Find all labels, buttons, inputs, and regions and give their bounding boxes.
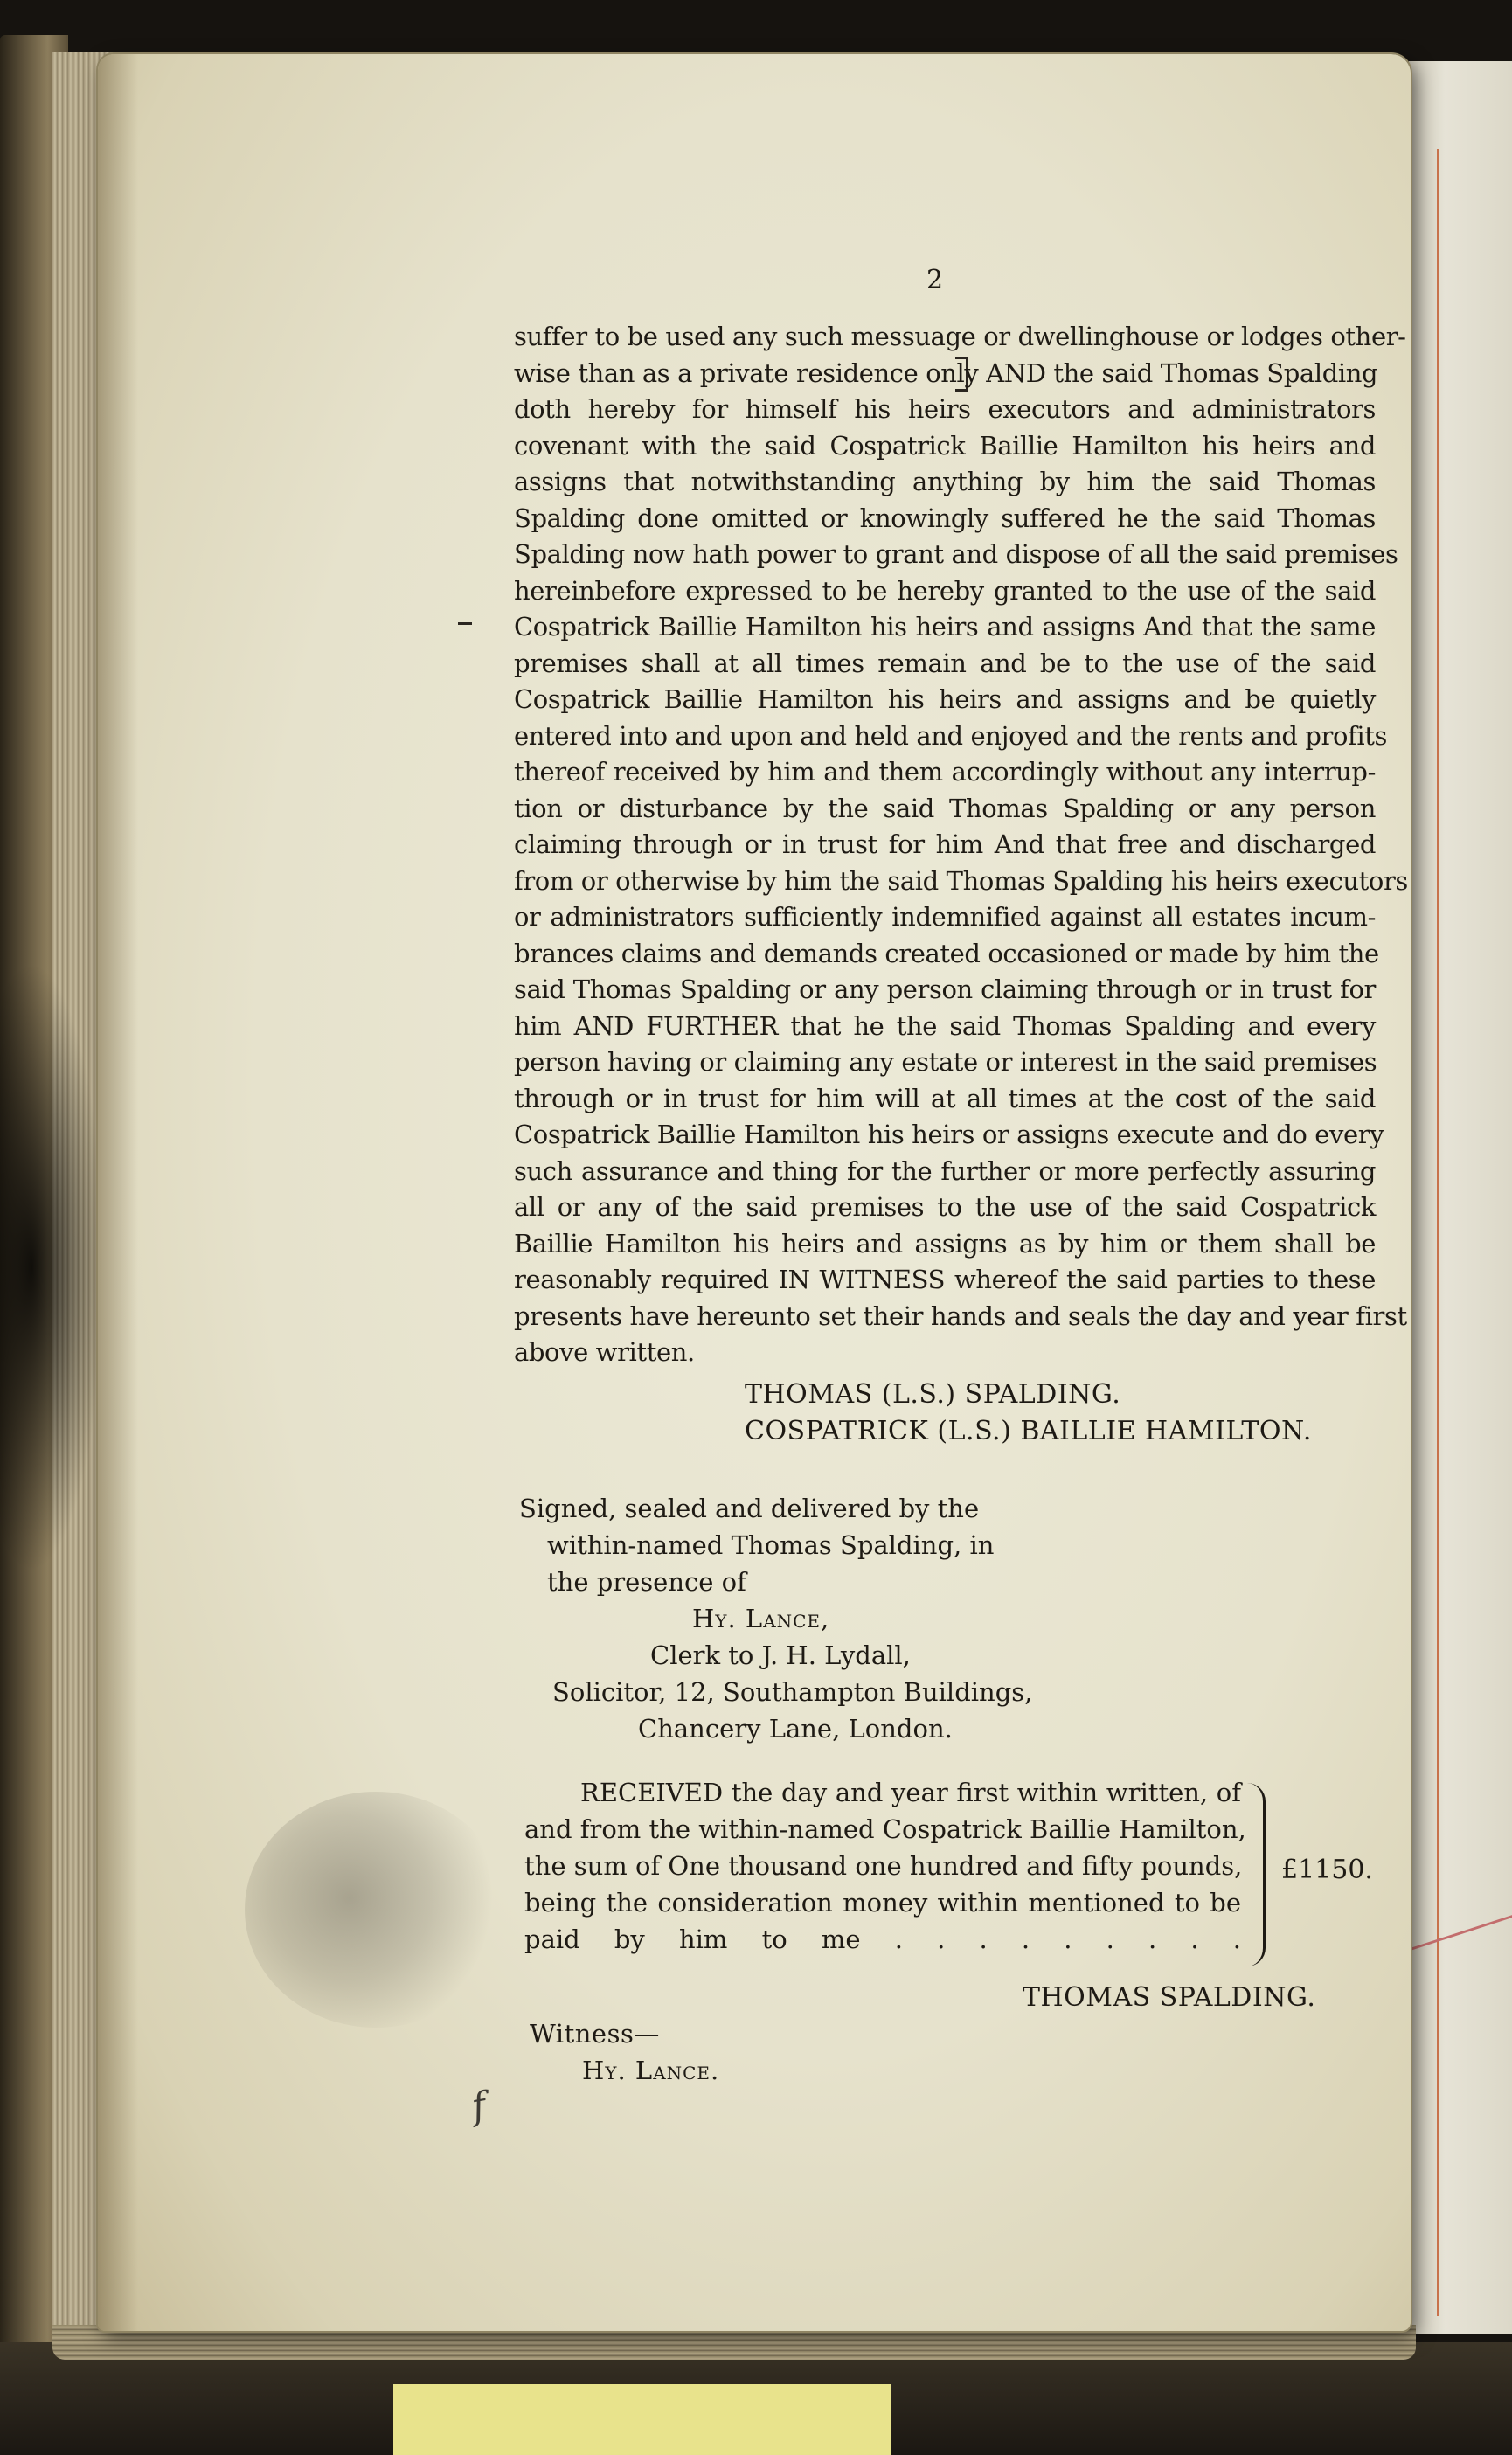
body-line: Spalding done omitted or knowingly suffered he the said Thomas — [514, 503, 1376, 533]
body-line: premises shall at all times remain and be to the use of the said — [514, 648, 1376, 678]
body-line: hereinbefore expressed to be hereby granted to the use of the said — [514, 575, 1376, 606]
body-line: presents have hereunto set their hands and seals the day and year first — [514, 1300, 1407, 1331]
witness-address: Chancery Lane, London. — [638, 1714, 953, 1744]
body-line: Cospatrick Baillie Hamilton his heirs and assigns and be quietly — [514, 684, 1376, 714]
body-line: Cospatrick Baillie Hamilton his heirs and assigns And that the same — [514, 612, 1376, 641]
receipt-signature: THOMAS SPALDING. — [1023, 1982, 1316, 2013]
adjacent-document — [1409, 61, 1512, 2334]
body-line: above written. — [514, 1337, 695, 1367]
shadow — [0, 961, 105, 1573]
receipt-line: RECEIVED the day and year first within written, of — [580, 1778, 1241, 1807]
attestation-clause — [519, 1490, 1033, 1747]
witness-name: Hy. Lance, — [692, 1604, 830, 1633]
witness-title: Clerk to J. H. Lydall, — [650, 1640, 911, 1670]
body-line: or administrators sufficiently indemnified against all estates incum- — [514, 902, 1376, 932]
body-line: Cospatrick Baillie Hamilton his heirs or assigns execute and do every — [514, 1120, 1384, 1149]
witness-label: Witness— — [530, 2019, 660, 2049]
receipt-line: being the consideration money within mentioned to be — [524, 1888, 1241, 1918]
witness-address: Solicitor, 12, Southampton Buildings, — [552, 1677, 1033, 1707]
page-number: 2 — [926, 265, 944, 295]
body-line: doth hereby for himself his heirs executors and administrators — [514, 394, 1376, 424]
receipt-witness-name: Hy. Lance. — [582, 2056, 720, 2085]
body-line: suffer to be used any such messuage or dwellinghouse or lodges other- — [514, 322, 1406, 351]
deed-body — [514, 319, 1408, 1371]
body-line: all or any of the said premises to the use of the said Cospatrick — [514, 1192, 1376, 1222]
signature-hamilton: COSPATRICK (L.S.) BAILLIE HAMILTON. — [745, 1416, 1312, 1446]
attestation-line: the presence of — [547, 1567, 746, 1597]
body-line: brances claims and demands created occasioned or made by him the — [514, 938, 1379, 968]
receipt-amount: £1150. — [1281, 1855, 1373, 1885]
body-line: said Thomas Spalding or any person claiming through or in trust for — [514, 974, 1376, 1004]
receipt-line: and from the within-named Cospatrick Baillie Hamilton, — [524, 1814, 1246, 1844]
body-line: wise than as a private residence only AND the said Thomas Spalding — [514, 357, 1378, 388]
plan-line — [1409, 1915, 1512, 2030]
body-line: Baillie Hamilton his heirs and assigns as by him or them shall be — [514, 1228, 1376, 1259]
receipt-brace — [1247, 1783, 1266, 1966]
attestation-line: Signed, sealed and delivered by the — [519, 1494, 980, 1523]
margin-dash — [458, 622, 472, 625]
body-line: from or otherwise by him the said Thomas Spalding his heirs executors — [514, 865, 1408, 896]
attestation-line: within-named Thomas Spalding, in — [547, 1530, 995, 1560]
body-line: him AND FURTHER that he the said Thomas Spalding and every — [514, 1010, 1376, 1041]
body-line: person having or claiming any estate or interest in the said premises — [514, 1047, 1377, 1077]
body-line: assigns that notwithstanding anything by him the said Thomas — [514, 467, 1376, 496]
receipt-line: the sum of One thousand one hundred and fifty pounds, — [524, 1851, 1243, 1881]
handwritten-mark: f — [468, 2084, 489, 2128]
body-line: reasonably required IN WITNESS whereof the said parties to these — [514, 1265, 1376, 1294]
body-line: claiming through or in trust for him And that free and discharged — [514, 829, 1376, 859]
body-line: such assurance and thing for the further or more perfectly assuring — [514, 1155, 1376, 1186]
yellow-tab — [393, 2384, 891, 2455]
body-line: tion or disturbance by the said Thomas Spalding or any person — [514, 793, 1376, 823]
receipt-clause — [524, 1774, 1246, 1958]
body-line: thereof received by him and them accordingly without any interrup- — [514, 757, 1376, 787]
body-line: through or in trust for him will at all times at the cost of the said — [514, 1083, 1376, 1113]
ink-stain — [245, 1792, 507, 2028]
body-line: Spalding now hath power to grant and dispose of all the said premises — [514, 539, 1398, 569]
signature-spalding: THOMAS (L.S.) SPALDING. — [745, 1379, 1121, 1410]
body-line: entered into and upon and held and enjoyed and the rents and profits — [514, 720, 1388, 751]
body-line: covenant with the said Cospatrick Baillie Hamilton his heirs and — [514, 430, 1376, 461]
receipt-line: paid by him to me . . . . . . . . . — [524, 1924, 1241, 1954]
